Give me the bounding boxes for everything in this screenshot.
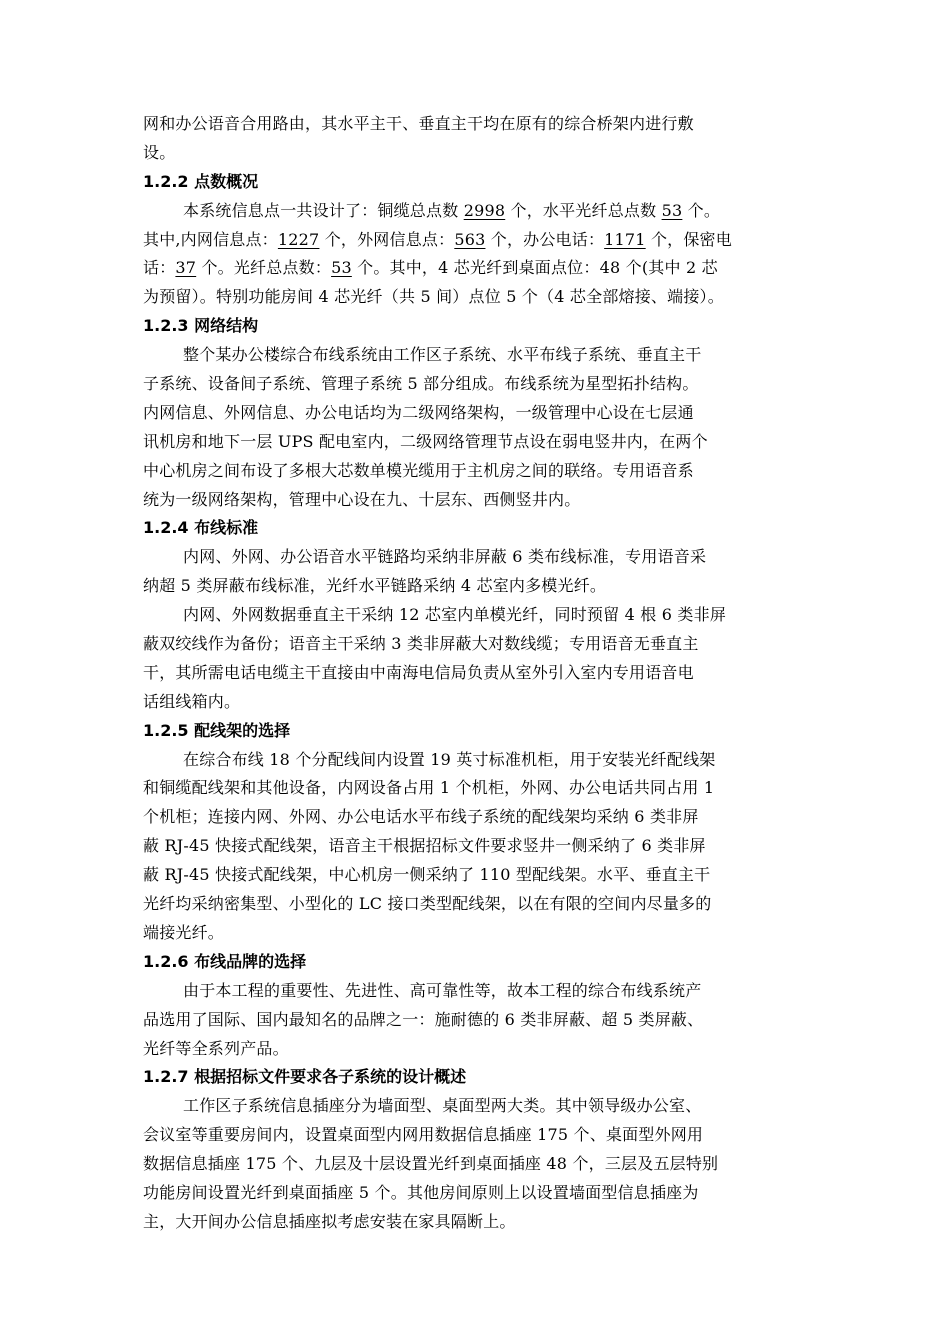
underlined-value: 37	[175, 258, 197, 278]
section-heading: 1.2.2 点数概况	[143, 171, 259, 191]
paragraph-line: 品选用了国际、国内最知名的品牌之一：施耐德的 6 类非屏蔽、超 5 类屏蔽、	[143, 1009, 704, 1029]
underlined-value: 53	[331, 258, 352, 278]
paragraph-line: 会议室等重要房间内，设置桌面型内网用数据信息插座 175 个、桌面型外网用	[143, 1125, 704, 1145]
underlined-value: 563	[454, 229, 486, 249]
paragraph-line: 干，其所需电话电缆主干直接由中南海电信局负责从室外引入室内专用语音电	[143, 662, 694, 682]
paragraph-line: 为预留）。特别功能房间 4 芯光纤（共 5 间）点位 5 个（4 芯全部熔接、端接）。	[143, 287, 724, 307]
paragraph-line: 纳超 5 类屏蔽布线标准，光纤水平链路采纳 4 芯室内多模光纤。	[143, 576, 607, 596]
paragraph-line: 统为一级网络架构，管理中心设在九、十层东、西侧竖井内。	[143, 489, 581, 509]
text-run: 个。	[682, 200, 721, 220]
paragraph-line: 设。	[143, 142, 176, 162]
text-run: 其中,内网信息点：	[143, 229, 278, 249]
paragraph-line: 功能房间设置光纤到桌面插座 5 个。其他房间原则上以设置墙面型信息插座为	[143, 1182, 699, 1202]
paragraph-line	[143, 197, 813, 226]
paragraph-line: 蔽 RJ-45 快接式配线架，语音主干根据招标文件要求竖井一侧采纳了 6 类非屏	[143, 836, 706, 856]
text-run: 个，水平光纤总点数	[505, 200, 662, 220]
paragraph-line: 工作区子系统信息插座分为墙面型、桌面型两大类。其中领导级办公室、	[183, 1096, 702, 1116]
paragraph-line: 和铜缆配线架和其他设备，内网设备占用 1 个机柜，外网、办公电话共同占用 1	[143, 778, 715, 798]
paragraph-line: 蔽 RJ-45 快接式配线架，中心机房一侧采纳了 110 型配线架。水平、垂直主干	[143, 865, 711, 885]
paragraph-line: 数据信息插座 175 个、九层及十层设置光纤到桌面插座 48 个，三层及五层特别	[143, 1154, 719, 1174]
paragraph-line: 光纤均采纳密集型、小型化的 LC 接口类型配线架，以在有限的空间内尽量多的	[143, 894, 712, 914]
paragraph-line: 讯机房和地下一层 UPS 配电室内，二级网络管理节点设在弱电竖井内，在两个	[143, 431, 708, 451]
paragraph-line	[143, 226, 813, 255]
text-run: 个，外网信息点：	[319, 229, 455, 249]
text-run: 话：	[143, 258, 176, 278]
text-run: 本系统信息点一共设计了：铜缆总点数	[183, 200, 464, 220]
paragraph-line: 光纤等全系列产品。	[143, 1038, 289, 1058]
text-run: 个。光纤总点数：	[196, 258, 332, 278]
text-run: 个。其中，4 芯光纤到桌面点位：48 个(其中 2 芯	[351, 258, 718, 278]
paragraph-line: 内网信息、外网信息、办公电话均为二级网络架构，一级管理中心设在七层通	[143, 402, 694, 422]
paragraph-line: 内网、外网数据垂直主干采纳 12 芯室内单模光纤，同时预留 4 根 6 类非屏	[183, 605, 727, 625]
section-heading: 1.2.4 布线标准	[143, 518, 259, 538]
text-run: 个，办公电话：	[485, 229, 605, 249]
section-heading: 1.2.3 网络结构	[143, 316, 259, 336]
section-heading: 1.2.6 布线品牌的选择	[143, 951, 307, 971]
underlined-value: 1171	[604, 229, 646, 249]
paragraph-line: 话组线箱内。	[143, 691, 241, 711]
paragraph-line: 个机柜；连接内网、外网、办公电话水平布线子系统的配线架均采纳 6 类非屏	[143, 807, 699, 827]
paragraph-line: 由于本工程的重要性、先进性、高可靠性等，故本工程的综合布线系统产	[183, 980, 702, 1000]
section-heading: 1.2.7 根据招标文件要求各子系统的设计概述	[143, 1067, 467, 1087]
paragraph-line: 内网、外网、办公语音水平链路均采纳非屏蔽 6 类布线标准，专用语音采	[183, 547, 707, 567]
paragraph-line: 整个某办公楼综合布线系统由工作区子系统、水平布线子系统、垂直主干	[183, 345, 702, 365]
paragraph-line	[143, 254, 813, 283]
paragraph-line: 网和办公语音合用路由，其水平主干、垂直主干均在原有的综合桥架内进行敷	[143, 114, 694, 133]
underlined-value: 2998	[463, 200, 506, 220]
paragraph-line: 在综合布线 18 个分配线间内设置 19 英寸标准机柜，用于安装光纤配线架	[183, 749, 716, 769]
section-heading: 1.2.5 配线架的选择	[143, 720, 291, 740]
underlined-value: 1227	[277, 229, 320, 249]
document-body	[143, 110, 813, 1237]
text-run: 个，保密电	[645, 229, 732, 249]
paragraph-line: 蔽双绞线作为备份；语音主干采纳 3 类非屏蔽大对数线缆；专用语音无垂直主	[143, 634, 699, 654]
paragraph-line: 端接光纤。	[143, 922, 225, 942]
paragraph-line: 中心机房之间布设了多根大芯数单模光缆用于主机房之间的联络。专用语音系	[143, 460, 694, 480]
paragraph-line: 主，大开间办公信息插座拟考虑安装在家具隔断上。	[143, 1211, 516, 1231]
paragraph-line: 子系统、设备间子系统、管理子系统 5 部分组成。布线系统为星型拓扑结构。	[143, 374, 699, 394]
underlined-value: 53	[661, 200, 683, 220]
